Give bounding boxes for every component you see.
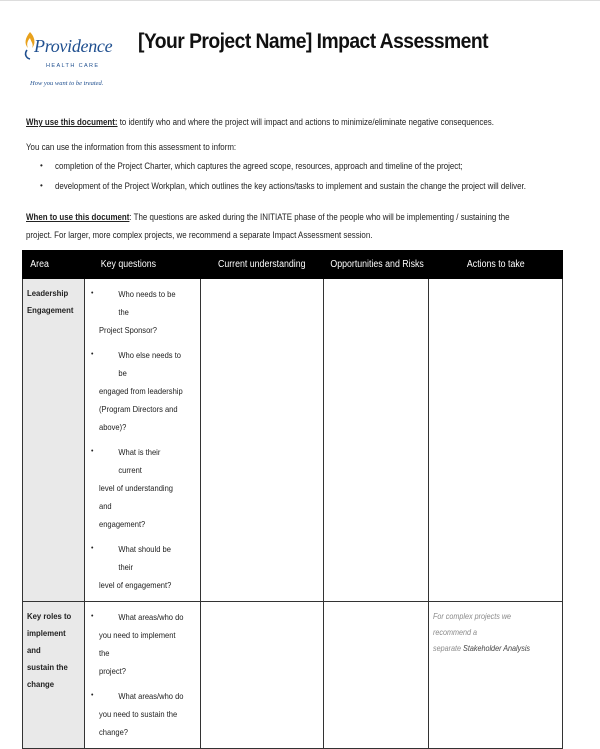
- current-understanding-cell[interactable]: [201, 279, 324, 602]
- when-paragraph: [26, 212, 510, 222]
- why-label: Why use this document:: [26, 117, 118, 127]
- area-label: Leadership: [27, 288, 69, 298]
- area-cell-leadership: [23, 279, 85, 602]
- logo-subtitle: HEALTH CARE: [46, 63, 100, 69]
- key-questions-cell: [85, 279, 201, 602]
- question-item: • What is their current level of understanding and engagement?: [91, 443, 196, 533]
- use-item: completion of the Project Charter, which captures the agreed scope, resources, approach and timeline of the project;: [55, 161, 463, 171]
- column-header-actions: Actions to take: [429, 251, 563, 279]
- area-label: Engagement: [27, 305, 74, 315]
- column-header-area: Area: [23, 251, 85, 279]
- actions-cell[interactable]: [429, 602, 563, 749]
- current-understanding-cell[interactable]: [201, 602, 324, 749]
- key-questions-cell: [85, 602, 201, 749]
- page-title: [Your Project Name] Impact Assessment: [138, 30, 489, 53]
- logo-tagline: How you want to be treated.: [30, 80, 104, 87]
- column-header-current-understanding: Current understanding: [201, 251, 324, 279]
- area-label: sustain the: [27, 662, 68, 672]
- area-label: change: [27, 679, 55, 689]
- use-intro: You can use the information from this assessment to inform:: [26, 142, 237, 152]
- column-header-opportunities-risks: Opportunities and Risks: [324, 251, 429, 279]
- bullet-icon: •: [91, 692, 94, 699]
- actions-cell[interactable]: [429, 279, 563, 602]
- table-row: [23, 602, 563, 749]
- use-item: development of the Project Workplan, which outlines the key actions/tasks to implement and sustain the change the project will deliver.: [55, 181, 526, 191]
- opportunities-risks-cell[interactable]: [324, 279, 429, 602]
- impact-table: [22, 250, 563, 749]
- stakeholder-analysis-link: Stakeholder Analysis: [463, 643, 531, 653]
- table-row: [23, 279, 563, 602]
- area-label: implement and: [27, 628, 66, 655]
- area-label: Key roles to: [27, 611, 72, 621]
- why-text: to identify who and where the project will impact and actions to minimize/eliminate negative consequences.: [117, 117, 494, 127]
- bullet-icon: •: [91, 545, 94, 552]
- logo-name: Providence: [34, 36, 113, 56]
- question-item: • What areas/who do you need to sustain the change?: [91, 687, 196, 741]
- bullet-icon: •: [91, 290, 94, 297]
- when-text-line2: project. For larger, more complex projects, we recommend a separate Impact Assessment session.: [26, 230, 373, 240]
- opportunities-risks-cell[interactable]: [324, 602, 429, 749]
- column-header-key-questions: Key questions: [85, 251, 201, 279]
- table-header-row: [23, 251, 563, 279]
- providence-logo: [22, 28, 122, 94]
- when-text-line1: : The questions are asked during the INITIATE phase of the people who will be implementing / sustaining the: [129, 212, 510, 222]
- bullet-icon: •: [91, 613, 94, 620]
- area-cell-key-roles: [23, 602, 85, 749]
- bullet-icon: •: [40, 161, 43, 170]
- question-item: • What areas/who do you need to implement the project?: [91, 608, 196, 680]
- question-item: • Who needs to be the Project Sponsor?: [91, 285, 196, 339]
- bullet-icon: •: [91, 448, 94, 455]
- question-item: • What should be their level of engagement?: [91, 540, 196, 594]
- question-item: • Who else needs to be engaged from leadership (Program Directors and above)?: [91, 346, 196, 436]
- bullet-icon: •: [91, 351, 94, 358]
- when-label: When to use this document: [26, 212, 130, 222]
- stakeholder-analysis-note: For complex projects we recommend a separate Stakeholder Analysis: [433, 611, 531, 653]
- why-paragraph: [26, 117, 494, 127]
- bullet-icon: •: [40, 181, 43, 190]
